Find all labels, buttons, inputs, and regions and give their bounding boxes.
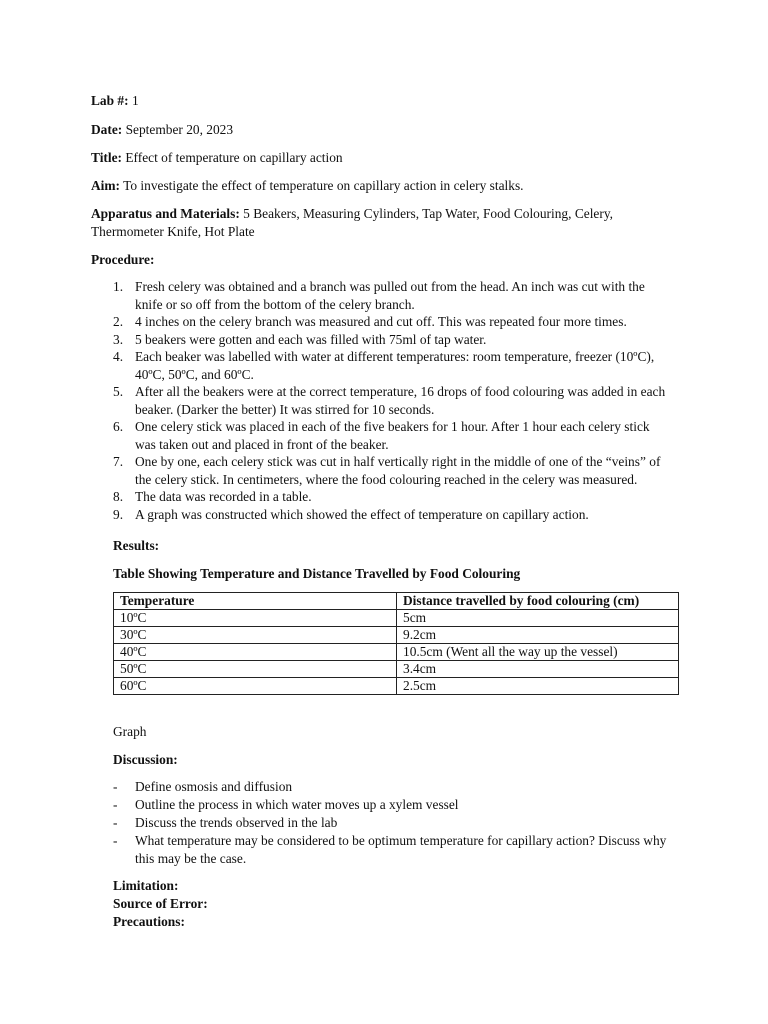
table-cell-temperature: 60ºC bbox=[114, 678, 397, 695]
step-text: 5 beakers were gotten and each was filled with 75ml of tap water. bbox=[135, 331, 487, 347]
date-value: September 20, 2023 bbox=[125, 122, 234, 137]
discussion-item-text: Outline the process in which water moves up a xylem vessel bbox=[135, 797, 459, 812]
step-number: 6. bbox=[113, 419, 124, 434]
aim-value: To investigate the effect of temperature on capillary action in celery stalks. bbox=[123, 178, 524, 193]
table-row bbox=[114, 610, 679, 627]
discussion-item-text: Define osmosis and diffusion bbox=[135, 779, 293, 794]
table-cell-temperature: 30ºC bbox=[114, 627, 397, 644]
table-cell-temperature: 50ºC bbox=[114, 661, 397, 678]
table-title: Table Showing Temperature and Distance Travelled by Food Colouring bbox=[113, 566, 521, 581]
column-header-temperature: Temperature bbox=[114, 593, 397, 610]
date-label: Date: bbox=[91, 122, 123, 137]
apparatus-line bbox=[91, 205, 691, 240]
step-number: 7. bbox=[113, 454, 124, 469]
procedure-step bbox=[113, 453, 673, 488]
step-number: 8. bbox=[113, 489, 124, 504]
limitation-heading: Limitation: bbox=[113, 878, 179, 893]
results-table bbox=[113, 592, 679, 695]
procedure-list bbox=[113, 278, 673, 523]
step-number: 4. bbox=[113, 349, 124, 364]
discussion-item bbox=[113, 832, 673, 867]
dash-bullet: - bbox=[113, 815, 118, 830]
table-cell-temperature: 40ºC bbox=[114, 644, 397, 661]
table-row bbox=[114, 627, 679, 644]
dash-bullet: - bbox=[113, 779, 118, 794]
step-number: 5. bbox=[113, 384, 124, 399]
lab-number-label: Lab #: bbox=[91, 93, 129, 108]
aim-label: Aim: bbox=[91, 178, 121, 193]
step-text: After all the beakers were at the correct temperature, 16 drops of food colouring was added in each beaker. (Darker the better) It was stirred for 10 seconds. bbox=[135, 384, 666, 417]
step-text: 4 inches on the celery branch was measured and cut off. This was repeated four more times. bbox=[135, 314, 627, 329]
table-cell-temperature: 10ºC bbox=[114, 610, 397, 627]
results-heading: Results: bbox=[113, 538, 160, 553]
procedure-step bbox=[113, 331, 673, 349]
dash-bullet: - bbox=[113, 797, 118, 812]
discussion-list bbox=[113, 778, 673, 868]
lab-number-value: 1 bbox=[131, 93, 139, 108]
title-value: Effect of temperature on capillary action bbox=[125, 150, 343, 165]
dash-bullet: - bbox=[113, 833, 118, 848]
table-cell-distance: 5cm bbox=[397, 610, 679, 627]
procedure-step bbox=[113, 313, 673, 331]
step-text: One by one, each celery stick was cut in half vertically right in the middle of one of the “veins” of the celery stick. In centimeters, where the food colouring reached in the celery was measured. bbox=[135, 454, 661, 487]
step-text: A graph was constructed which showed the effect of temperature on capillary action. bbox=[135, 506, 589, 522]
table-cell-distance: 2.5cm bbox=[397, 678, 679, 695]
source-of-error-heading: Source of Error: bbox=[113, 896, 208, 911]
step-number: 9. bbox=[113, 506, 124, 522]
precautions-heading: Precautions: bbox=[113, 914, 185, 929]
title-label: Title: bbox=[91, 150, 122, 165]
table-header-row bbox=[114, 593, 679, 610]
table-cell-distance: 3.4cm bbox=[397, 661, 679, 678]
procedure-step bbox=[113, 278, 673, 313]
lab-number-line bbox=[91, 92, 691, 110]
step-number: 1. bbox=[113, 279, 124, 294]
discussion-item-text: What temperature may be considered to be optimum temperature for capillary action? Discuss why this may be the case. bbox=[135, 833, 667, 866]
aim-line bbox=[91, 177, 691, 195]
title-line bbox=[91, 149, 691, 167]
step-text: Fresh celery was obtained and a branch was pulled out from the head. An inch was cut with the knife or so off from the bottom of the celery branch. bbox=[135, 279, 645, 312]
step-text: One celery stick was placed in each of the five beakers for 1 hour. After 1 hour each celery stick was taken out and placed in front of the beaker. bbox=[135, 419, 650, 452]
apparatus-value-1: 5 Beakers, Measuring Cylinders, Tap Water, Food Colouring, Celery, bbox=[243, 206, 613, 221]
procedure-step bbox=[113, 488, 673, 506]
graph-label: Graph bbox=[113, 724, 147, 739]
discussion-item bbox=[113, 796, 673, 814]
step-number: 2. bbox=[113, 314, 124, 329]
date-line bbox=[91, 121, 691, 139]
column-header-distance: Distance travelled by food colouring (cm) bbox=[397, 593, 679, 610]
table-row bbox=[114, 661, 679, 678]
step-text: The data was recorded in a table. bbox=[135, 489, 312, 504]
table-cell-distance: 9.2cm bbox=[397, 627, 679, 644]
discussion-item bbox=[113, 778, 673, 796]
discussion-item-text: Discuss the trends observed in the lab bbox=[135, 815, 338, 830]
discussion-item bbox=[113, 814, 673, 832]
step-text: Each beaker was labelled with water at different temperatures: room temperature, freezer (10ºC), 40ºC, 50ºC, and 60ºC. bbox=[135, 349, 655, 382]
table-cell-distance: 10.5cm (Went all the way up the vessel) bbox=[397, 644, 679, 661]
step-number: 3. bbox=[113, 331, 124, 347]
table-row bbox=[114, 678, 679, 695]
procedure-step bbox=[113, 418, 673, 453]
table-row bbox=[114, 644, 679, 661]
discussion-heading: Discussion: bbox=[113, 752, 178, 767]
procedure-step bbox=[113, 383, 673, 418]
apparatus-label: Apparatus and Materials: bbox=[91, 206, 240, 221]
procedure-step bbox=[113, 348, 673, 383]
procedure-heading: Procedure: bbox=[91, 252, 155, 267]
apparatus-value-2: Thermometer Knife, Hot Plate bbox=[91, 223, 255, 239]
procedure-step bbox=[113, 506, 673, 524]
